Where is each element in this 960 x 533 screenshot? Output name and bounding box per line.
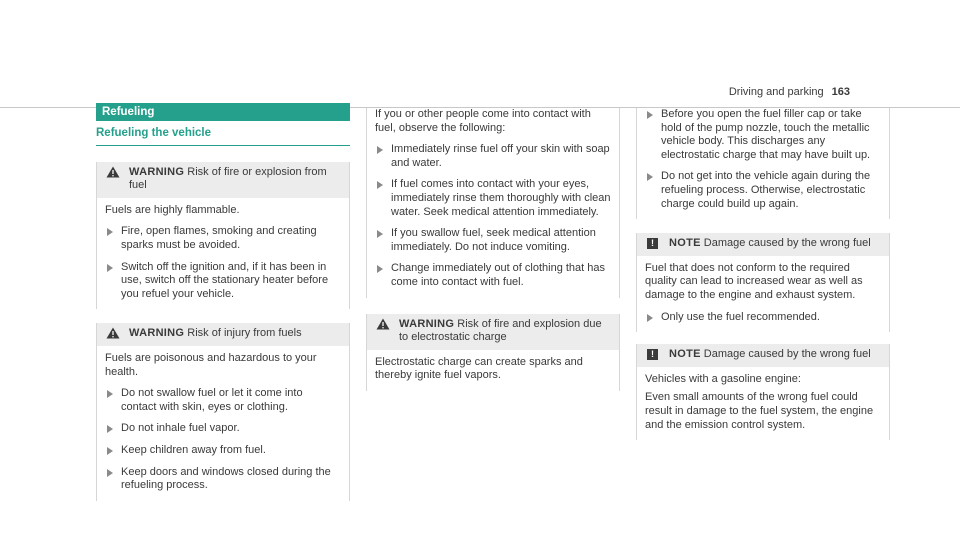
list-item: Do not inhale fuel vapor.: [105, 422, 341, 436]
warning-box-electrostatic: [366, 314, 620, 391]
warning-text: Electrostatic charge can create sparks and thereby ignite fuel vapors.: [375, 355, 583, 382]
warning-box-injury: [96, 323, 350, 500]
warning-header: [367, 314, 619, 350]
subsection-title: Refueling the vehicle: [96, 127, 350, 146]
note-keyword: NOTE: [669, 237, 701, 250]
page-header: [729, 86, 850, 98]
list-item: If you swallow fuel, seek medical attention immediately. Do not induce vomiting.: [375, 227, 611, 254]
warning-title: Risk of fire and explosion due to electrostatic charge: [399, 317, 602, 344]
first-aid-block: [366, 108, 620, 298]
warning-text: Fuels are poisonous and hazardous to your health.: [105, 351, 317, 378]
note-text: Vehicles with a gasoline engine:: [645, 372, 801, 385]
note-title: Damage caused by the wrong fuel: [703, 348, 871, 361]
note-box-wrong-fuel: [636, 233, 890, 332]
note-text: Fuel that does not conform to the required quality can lead to increased wear as well as damage to the engine and exhaust system.: [645, 261, 863, 301]
warning-text: Fuels are highly flammable.: [105, 203, 240, 216]
warning-header: [97, 162, 349, 198]
note-body: [637, 367, 889, 440]
warning-title: Risk of fire or explosion from fuel: [129, 165, 327, 192]
list-item: Do not swallow fuel or let it come into contact with skin, eyes or clothing.: [105, 387, 341, 414]
exclamation-icon: !: [647, 349, 658, 360]
warning-box-fire: [96, 162, 350, 310]
warning-keyword: WARNING: [129, 165, 185, 178]
warning-body: [97, 198, 349, 310]
list-item: Before you open the fuel filler cap or take hold of the pump nozzle, touch the metallic vehicle body. This discharges any electrostatic charge that may have built up.: [645, 108, 881, 162]
list-item: Keep doors and windows closed during the refueling process.: [105, 466, 341, 493]
warning-keyword: WARNING: [129, 327, 185, 340]
list-item: Keep children away from fuel.: [105, 444, 341, 458]
electrostatic-steps: [636, 108, 890, 219]
warning-keyword: WARNING: [399, 317, 455, 330]
list-item: Switch off the ignition and, if it has been in use, switch off the stationary heater before you refuel your vehicle.: [105, 261, 341, 302]
list-item: Immediately rinse fuel off your skin with soap and water.: [375, 143, 611, 170]
note-body: [637, 256, 889, 332]
note-header: [637, 233, 889, 256]
exclamation-icon: !: [647, 238, 658, 249]
column-1: [96, 103, 350, 501]
list-item: Do not get into the vehicle again during the refueling process. Otherwise, electrostatic charge could build up again.: [645, 170, 881, 211]
note-keyword: NOTE: [669, 348, 701, 361]
warning-triangle-icon: [376, 318, 390, 330]
warning-body: [97, 346, 349, 501]
list-item: Only use the fuel recommended.: [645, 311, 881, 325]
note-text: Even small amounts of the wrong fuel could result in damage to the fuel system, the engine and the emission control system.: [645, 391, 874, 431]
list-item: Change immediately out of clothing that has come into contact with fuel.: [375, 262, 611, 289]
warning-body: [367, 350, 619, 391]
warning-triangle-icon: [106, 327, 120, 339]
header-title: Driving and parking: [728, 86, 824, 98]
note-title: Damage caused by the wrong fuel: [703, 237, 871, 250]
note-header: [637, 344, 889, 367]
note-box-gasoline: [636, 344, 890, 440]
page-number: 163: [831, 86, 850, 98]
intro-text: If you or other people come into contact with fuel, observe the following:: [375, 108, 591, 134]
warning-header: [97, 323, 349, 346]
warning-title: Risk of injury from fuels: [187, 327, 302, 340]
section-title: Refueling: [96, 103, 350, 121]
column-2: [366, 108, 620, 391]
warning-triangle-icon: [106, 166, 120, 178]
list-item: Fire, open flames, smoking and creating sparks must be avoided.: [105, 225, 341, 252]
column-3: [636, 100, 890, 440]
list-item: If fuel comes into contact with your eyes, immediately rinse them thoroughly with clean water. Seek medical attention immediately.: [375, 178, 611, 219]
